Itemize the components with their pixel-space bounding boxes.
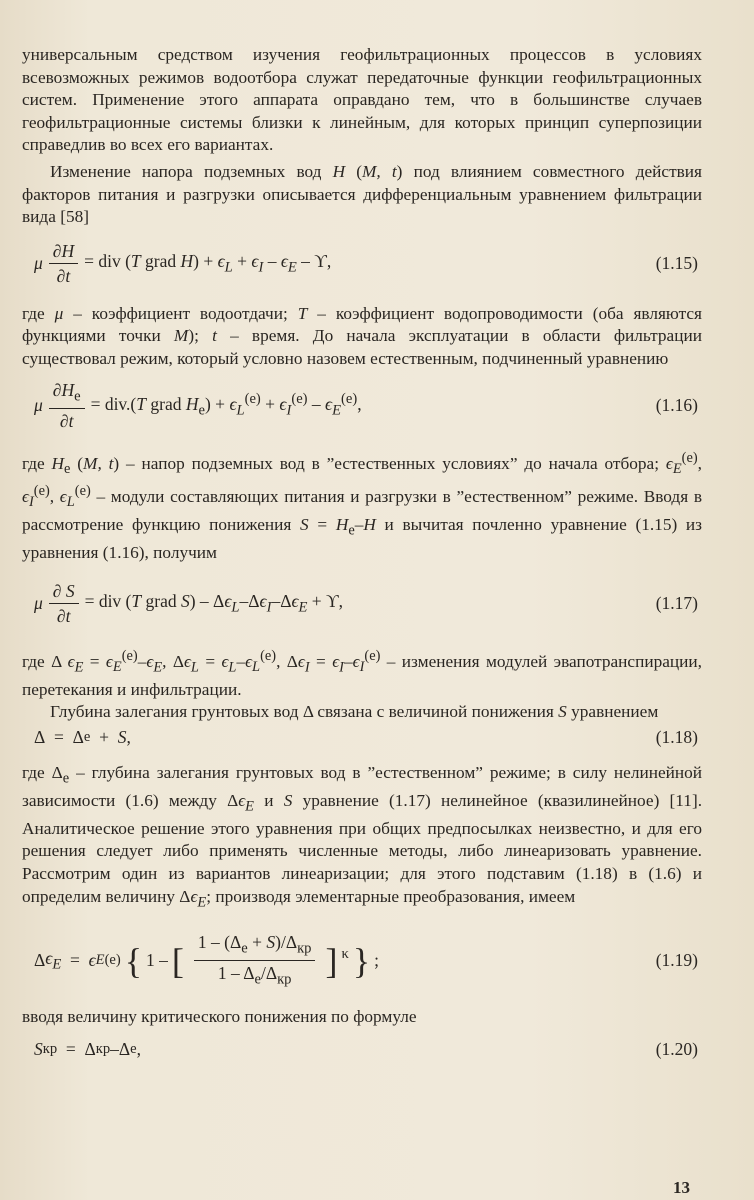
paragraph-3: где μ – коэффициент водоотдачи; T – коэффициент водопроводимости (оба являются функциями точки M); t – время. До начала эксплуатации в области фильтрации существовал режим, который условно назовем естественным, подчиненный уравнению [22, 303, 702, 368]
paragraph-6: Глубина залегания грунтовых вод Δ связана с величиной понижения S уравнением [50, 702, 659, 722]
equation-number: (1.17) [655, 593, 698, 614]
equation-1-18: Δ = Δ e + S , (1.18) [34, 724, 702, 752]
paragraph-4: где $H_e$ (M, t) – напор подземных вод в ”естественных условиях” до начала отбора; $\epsilon_E^{(e)}$, $\epsilon_I^{(e)}$, $\epsilon_L^{(e)}$ – модули составляющих питания и разгрузки в ”естественном” режиме. Вводя в рассмотрение функцию понижения $S = H_e-H$ и вычитая почленно уравнение (1.15) из уравнения (1.16), получим [22, 449, 702, 563]
paragraph-7: где $\Delta_e$ – глубина залегания грунтовых вод в ”естественном” режиме; в силу нелинейной зависимости (1.6) между $\Delta\epsilon_E$ и S уравнение (1.17) нелинейное (квазилинейное) [11]. Аналитическое решение этого уравнения при общих предпосылках неизвестно, и для его решения следует либо применять численные методы, либо линеаризовать уравнение. Рассмотрим один из вариантов линеаризации; для этого подставим (1.18) в (1.6) и определим величину $\Delta\epsilon_E$; производя элементарные преобразования, имеем [22, 762, 703, 911]
paragraph-5: где Δ $\epsilon_E = \epsilon_E^{(e)}-\epsilon_E$, $\Delta\epsilon_L = \epsilon_L-\epsilon_L^{(e)}$, $\Delta\epsilon_I = \epsilon_I-\epsilon_I^{(e)}$ – изменения модулей эвапотранспирации, перетекания и инфильтрации. [22, 647, 702, 699]
equation-1-20: S кр = Δ кр –Δ e , (1.20) [34, 1032, 702, 1066]
paragraph-2: Изменение напора подземных вод H (M, t) под влиянием совместного действия факторов питания и разгрузки описывается дифференциальным уравнением фильтрации вида [58] [22, 161, 703, 227]
equation-number: (1.19) [655, 950, 698, 971]
equation-1-15: μ $\frac{\partial H}{\partial t}$ = div (T grad $H) + \epsilon_L + \epsilon_I - \epsilon_E - ϒ$, (1.15) [34, 235, 702, 293]
paragraph-8: вводя величину критического понижения по формуле [22, 1006, 417, 1026]
equation-1-16: μ $\frac{\partial H_e}{\partial t}$ = div.(T grad $H_e) + \epsilon_L^{(e)} + \epsilon_I^{(e)} - \epsilon_E^{(e)}$, (1.16) [34, 375, 702, 437]
equation-1-17: μ $\frac{\partial S}{\partial t}$ = div (T grad $S) - \Delta\epsilon_L-\Delta\epsilon_I-\Delta\epsilon_E + ϒ$, (1.17) [34, 573, 702, 635]
equation-number: (1.18) [655, 727, 698, 748]
equation-number: (1.20) [655, 1038, 698, 1059]
page-number: 13 [673, 1178, 690, 1197]
paragraph-1: универсальным средством изучения геофильтрационных процессов в условиях всевозможных режимов водоотбора служат передаточные функции геофильтрационных систем. Применение этого аппарата оправдано тем, что в большинстве случаев геофильтрационные системы близки к линейным, для которых принцип суперпозиции справедлив во всех его вариантах. [22, 45, 702, 155]
equation-number: (1.16) [655, 395, 698, 416]
equation-1-19: Δ $\epsilon_E$ = ϵ E (e) { 1 – [ $\frac{1 - (\Delta_e + S)/\Delta_{кр}}{1 - \Delta_e/\Delta_{кр}}$ ] $^\kappa$ } ; (1.19) [34, 922, 702, 1000]
equation-number: (1.15) [655, 253, 698, 274]
